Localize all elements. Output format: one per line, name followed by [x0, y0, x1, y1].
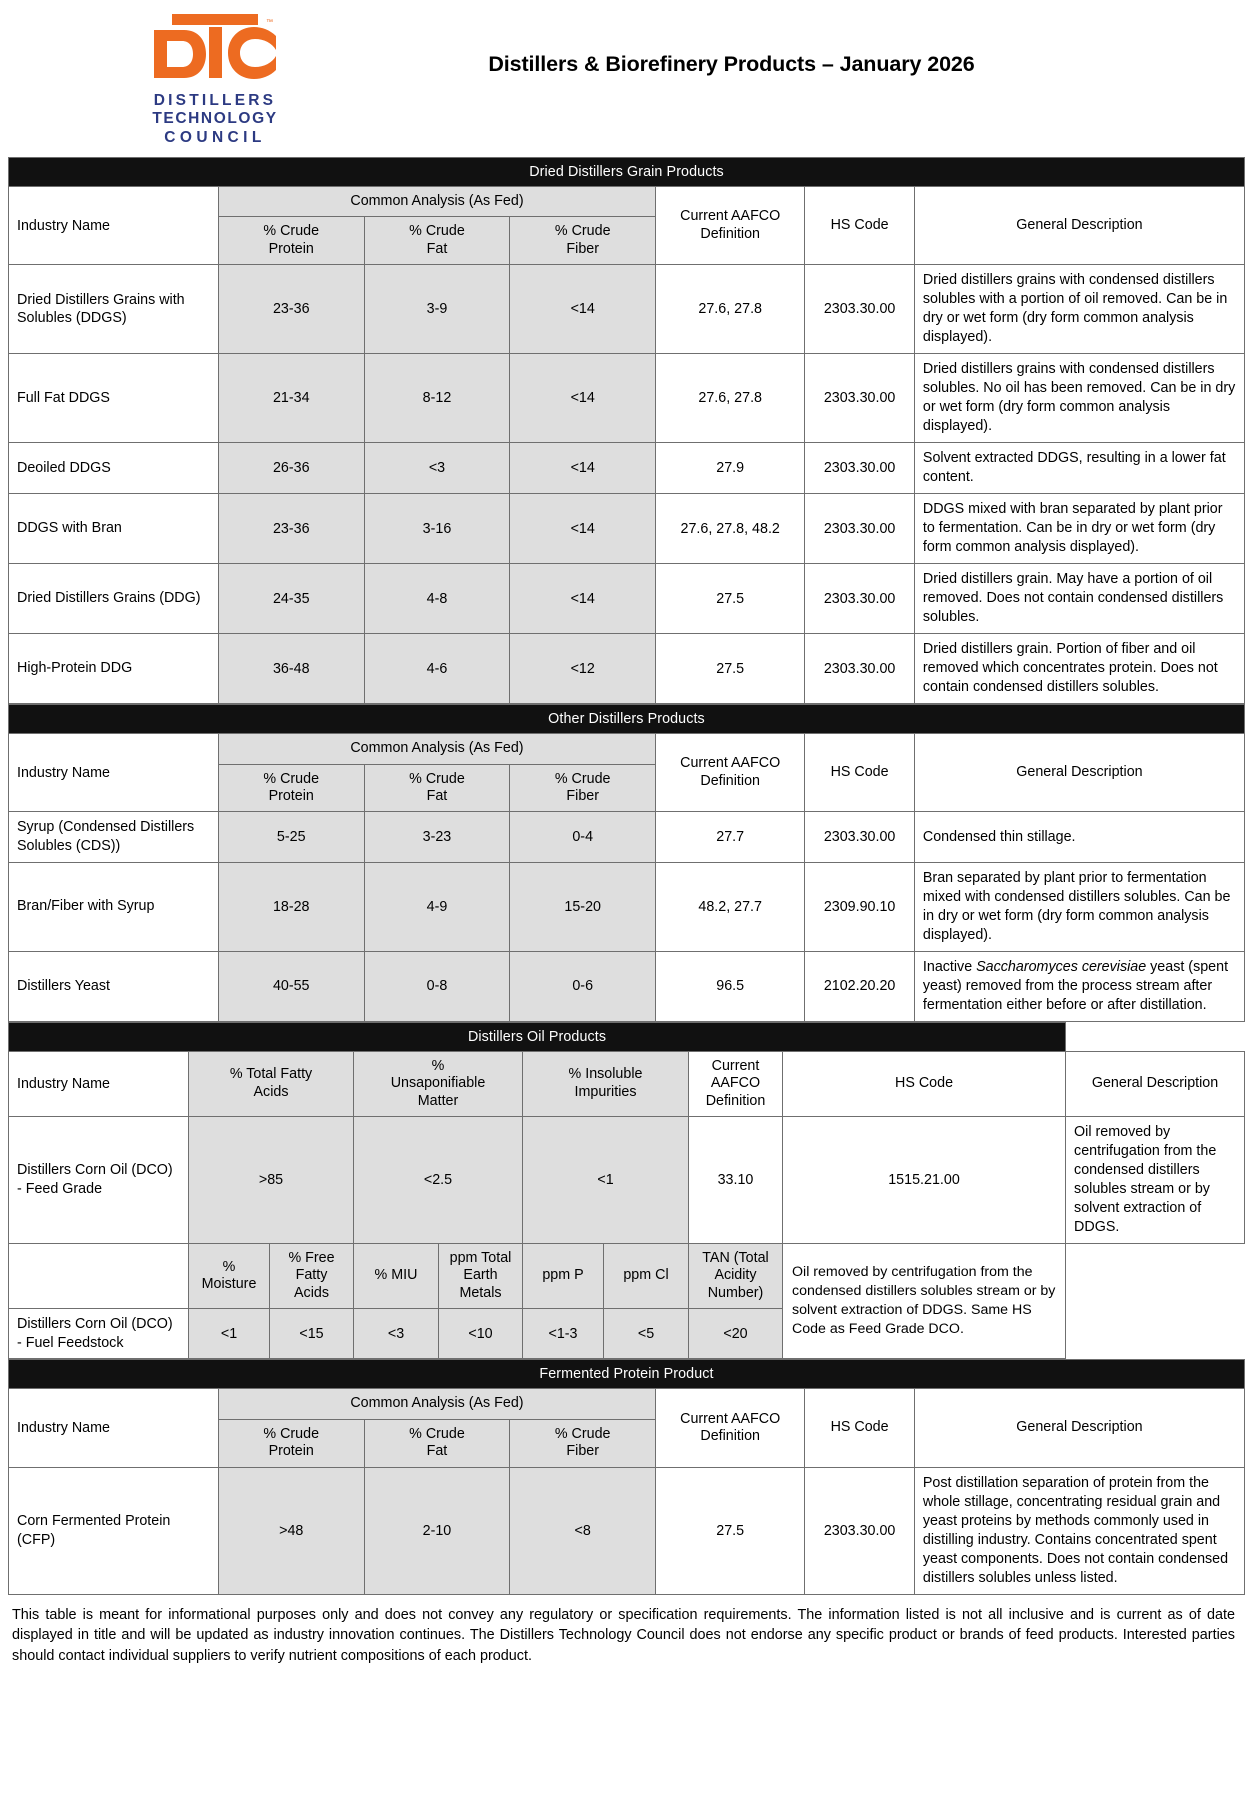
- value-hs-code: 2303.30.00: [805, 1467, 915, 1594]
- section-band-row: [9, 1022, 1245, 1051]
- dtc-logo: [100, 14, 330, 147]
- other-distillers-products-table: [8, 704, 1245, 1021]
- header-industry-name: Industry Name: [9, 734, 219, 812]
- oil-header-row: [9, 1051, 1245, 1116]
- section-band-label: Distillers Oil Products: [9, 1022, 1066, 1051]
- value-hs-code: 2309.90.10: [805, 862, 915, 951]
- header-tan: [689, 1243, 783, 1308]
- header-earth-line2: Earth: [463, 1267, 498, 1284]
- header-insol-line1: % Insoluble: [568, 1066, 643, 1083]
- header-unsap-line3: Matter: [417, 1092, 459, 1109]
- header-crude-protein: [218, 217, 364, 265]
- value-description: Oil removed by centrifugation from the condensed distillers solubles stream or by solvent extraction of DDGS.: [1066, 1116, 1245, 1243]
- product-name: Distillers Yeast: [9, 951, 219, 1021]
- product-name: High-Protein DDG: [9, 634, 219, 704]
- header-aafco-line1: Current AAFCO: [680, 755, 781, 772]
- header-moisture-line2: Moisture: [201, 1276, 257, 1293]
- document-header: [0, 0, 1253, 157]
- header-earth-line3: Metals: [459, 1284, 502, 1301]
- logo-line-distillers: DISTILLERS: [153, 92, 277, 109]
- value-crude-protein: 23-36: [218, 494, 364, 564]
- header-crude-protein: [218, 1419, 364, 1467]
- header-tfa-line2: Acids: [253, 1083, 289, 1100]
- header-crude-fiber-line2: Fiber: [566, 1443, 599, 1460]
- header-crude-fiber: [510, 1419, 656, 1467]
- dtc-logo-wordmark: [152, 92, 277, 147]
- header-tan-line2: Acidity: [714, 1267, 757, 1284]
- product-name: Bran/Fiber with Syrup: [9, 862, 219, 951]
- desc-italic-species: Saccharomyces cerevisiae: [976, 958, 1147, 975]
- value-aafco: 27.9: [656, 443, 805, 494]
- value-tan: <20: [689, 1309, 783, 1359]
- header-earth-line1: ppm Total: [449, 1249, 512, 1266]
- value-crude-fat: 3-23: [364, 812, 510, 862]
- table-row: [9, 265, 1245, 354]
- value-description-yeast: [914, 951, 1244, 1021]
- header-row-top: [9, 1389, 1245, 1419]
- value-crude-fat: 4-9: [364, 862, 510, 951]
- header-crude-fat: [364, 1419, 510, 1467]
- header-general-description: General Description: [914, 1389, 1244, 1467]
- header-ppm-p: ppm P: [523, 1243, 604, 1308]
- header-crude-protein: [218, 764, 364, 812]
- header-crude-fiber-line1: % Crude: [554, 1425, 611, 1442]
- header-crude-protein-line2: Protein: [268, 240, 314, 257]
- header-crude-fat-line1: % Crude: [409, 770, 465, 787]
- value-crude-fat: 0-8: [364, 951, 510, 1021]
- value-crude-fiber: <12: [510, 634, 656, 704]
- header-hs-code: HS Code: [805, 734, 915, 812]
- value-hs-code: 2303.30.00: [805, 634, 915, 704]
- header-tfa-line1: % Total Fatty: [229, 1066, 313, 1083]
- value-crude-protein: 23-36: [218, 265, 364, 354]
- table-row: [9, 1116, 1245, 1243]
- value-description: Dried distillers grain. Portion of fiber and oil removed which concentrates protein. Does not contain condensed distillers solubles.: [914, 634, 1244, 704]
- header-aafco-line1: Current AAFCO: [680, 208, 781, 225]
- value-hs-code: 2303.30.00: [805, 564, 915, 634]
- value-crude-fiber: <14: [510, 564, 656, 634]
- dtc-logo-mark-icon: [154, 14, 276, 90]
- value-miu: <3: [354, 1309, 439, 1359]
- value-insoluble-impurities: <1: [523, 1116, 689, 1243]
- header-tan-line3: Number): [707, 1284, 764, 1301]
- header-general-description: General Description: [1066, 1051, 1245, 1116]
- header-industry-name: Industry Name: [9, 1389, 219, 1467]
- header-aafco-line2: Definition: [705, 1092, 766, 1109]
- header-row-top: [9, 734, 1245, 764]
- table-row: [9, 951, 1245, 1021]
- value-crude-protein: 5-25: [218, 812, 364, 862]
- value-crude-protein: 26-36: [218, 443, 364, 494]
- header-moisture: [189, 1243, 270, 1308]
- value-crude-protein: 24-35: [218, 564, 364, 634]
- value-aafco: 33.10: [689, 1116, 783, 1243]
- header-crude-fat-line2: Fat: [426, 240, 448, 257]
- header-free-fatty-acids: [270, 1243, 354, 1308]
- section-band-row: [9, 705, 1245, 734]
- header-aafco: [656, 1389, 805, 1467]
- logo-line-technology: TECHNOLOGY: [152, 110, 278, 128]
- value-crude-fiber: <14: [510, 265, 656, 354]
- value-crude-fat: 8-12: [364, 354, 510, 443]
- header-row-top: [9, 186, 1245, 216]
- value-moisture: <1: [189, 1309, 270, 1359]
- value-crude-protein: 36-48: [218, 634, 364, 704]
- value-total-fatty-acids: >85: [189, 1116, 354, 1243]
- header-aafco-line2: Definition: [700, 225, 760, 242]
- header-crude-fiber: [510, 764, 656, 812]
- header-general-description: General Description: [914, 186, 1244, 264]
- header-crude-fiber-line2: Fiber: [566, 240, 599, 257]
- value-aafco: 27.5: [656, 564, 805, 634]
- header-hs-code: HS Code: [805, 186, 915, 264]
- header-crude-fiber-line1: % Crude: [554, 770, 611, 787]
- value-crude-fiber: <14: [510, 494, 656, 564]
- header-aafco: [656, 186, 805, 264]
- header-crude-protein-line1: % Crude: [263, 223, 320, 240]
- value-crude-fat: 3-16: [364, 494, 510, 564]
- product-name: Dried Distillers Grains (DDG): [9, 564, 219, 634]
- value-description: Oil removed by centrifugation from the condensed distillers solubles stream or by solvent extraction of DDGS. Same HS Code as Feed Grade DCO.: [783, 1243, 1066, 1358]
- empty-corner-cell: [9, 1243, 189, 1308]
- value-crude-fiber: 0-4: [510, 812, 656, 862]
- header-crude-fiber: [510, 217, 656, 265]
- table-row: [9, 1467, 1245, 1594]
- desc-pre: Inactive: [922, 958, 977, 975]
- product-name: Distillers Corn Oil (DCO) - Feed Grade: [9, 1116, 189, 1243]
- section-band-label: Dried Distillers Grain Products: [9, 157, 1245, 186]
- value-description: DDGS mixed with bran separated by plant prior to fermentation. Can be in dry or wet form (dry form common analysis displayed).: [914, 494, 1244, 564]
- section-band-row: [9, 157, 1245, 186]
- header-ffa-line3: Acids: [294, 1284, 329, 1301]
- header-industry-name: Industry Name: [9, 1051, 189, 1116]
- value-crude-fat: <3: [364, 443, 510, 494]
- section-band-row: [9, 1360, 1245, 1389]
- value-crude-protein: 18-28: [218, 862, 364, 951]
- header-aafco-line1: Current AAFCO: [710, 1057, 761, 1092]
- header-ffa-line1: % Free: [288, 1249, 335, 1266]
- value-description: Dried distillers grains with condensed distillers solubles with a portion of oil removed. Can be in dry or wet form (dry form common analysis displayed).: [914, 265, 1244, 354]
- header-common-analysis: Common Analysis (As Fed): [218, 186, 655, 216]
- value-hs-code: 2303.30.00: [805, 354, 915, 443]
- header-crude-protein-line1: % Crude: [263, 770, 320, 787]
- value-hs-code: 2303.30.00: [805, 812, 915, 862]
- product-name: Deoiled DDGS: [9, 443, 219, 494]
- value-crude-protein: >48: [218, 1467, 364, 1594]
- value-free-fatty-acids: <15: [270, 1309, 354, 1359]
- value-aafco: 27.6, 27.8: [656, 265, 805, 354]
- table-row: [9, 443, 1245, 494]
- fuel-header-row: [9, 1243, 1245, 1308]
- header-tan-line1: TAN (Total: [702, 1249, 769, 1266]
- header-crude-protein-line2: Protein: [268, 788, 314, 805]
- value-aafco: 27.5: [656, 1467, 805, 1594]
- header-crude-protein-line1: % Crude: [263, 1425, 320, 1442]
- value-description: Condensed thin stillage.: [914, 812, 1244, 862]
- header-industry-name: Industry Name: [9, 186, 219, 264]
- header-aafco: [689, 1051, 783, 1116]
- product-name: Dried Distillers Grains with Solubles (DDGS): [9, 265, 219, 354]
- page-title: Distillers & Biorefinery Products – January 2026: [488, 52, 975, 76]
- value-description: Dried distillers grain. May have a portion of oil removed. Does not contain condensed distillers solubles.: [914, 564, 1244, 634]
- product-name: Corn Fermented Protein (CFP): [9, 1467, 219, 1594]
- table-row: [9, 862, 1245, 951]
- value-aafco: 27.6, 27.8: [656, 354, 805, 443]
- value-description: Post distillation separation of protein from the whole stillage, concentrating residual grain and yeast proteins by methods commonly used in distilling industry. Contains concentrated spent yeast components. Does not contain condensed distillers solubles unless listed.: [914, 1467, 1244, 1594]
- header-crude-fat: [364, 217, 510, 265]
- table-row: [9, 812, 1245, 862]
- value-description: Solvent extracted DDGS, resulting in a lower fat content.: [914, 443, 1244, 494]
- header-crude-fat: [364, 764, 510, 812]
- header-moisture-line1: %: [222, 1258, 236, 1275]
- product-name: Distillers Corn Oil (DCO) - Fuel Feedstock: [9, 1309, 189, 1359]
- logo-line-council: COUNCIL: [164, 128, 266, 146]
- header-crude-fiber-line2: Fiber: [566, 788, 599, 805]
- value-crude-fat: 4-6: [364, 634, 510, 704]
- value-hs-code: 2303.30.00: [805, 265, 915, 354]
- value-crude-fiber: <14: [510, 354, 656, 443]
- table-row: [9, 354, 1245, 443]
- header-total-fatty-acids: [189, 1051, 354, 1116]
- fermented-protein-product-table: [8, 1359, 1245, 1594]
- value-ppm-p: <1-3: [523, 1309, 604, 1359]
- value-hs-code: 2303.30.00: [805, 494, 915, 564]
- header-aafco-line1: Current AAFCO: [680, 1410, 781, 1427]
- header-crude-fat-line1: % Crude: [409, 1425, 465, 1442]
- value-aafco: 96.5: [656, 951, 805, 1021]
- disclaimer-note: This table is meant for informational purposes only and does not convey any regulatory or specification requirements. The information listed is not all inclusive and is current as of date displayed in title and will be updated as industry innovation continues. The Distillers Technology Council does not endorse any specific product or brands of feed products. Interested parties should contact individual suppliers to verify nutrient compositions of each product.: [12, 1606, 1235, 1664]
- header-hs-code: HS Code: [783, 1051, 1066, 1116]
- value-aafco: 27.7: [656, 812, 805, 862]
- table-row: [9, 494, 1245, 564]
- value-crude-protein: 21-34: [218, 354, 364, 443]
- value-description: Dried distillers grains with condensed distillers solubles. No oil has been removed. Can be in dry or wet form (dry form common analysis displayed).: [914, 354, 1244, 443]
- header-miu: % MIU: [354, 1243, 439, 1308]
- header-unsaponifiable-matter: [354, 1051, 523, 1116]
- header-crude-fat-line2: Fat: [426, 1443, 448, 1460]
- value-aafco: 27.5: [656, 634, 805, 704]
- header-hs-code: HS Code: [805, 1389, 915, 1467]
- value-hs-code: 2102.20.20: [805, 951, 915, 1021]
- value-crude-fat: 2-10: [364, 1467, 510, 1594]
- value-crude-fat: 3-9: [364, 265, 510, 354]
- product-name: Full Fat DDGS: [9, 354, 219, 443]
- header-total-earth-metals: [439, 1243, 523, 1308]
- product-name: DDGS with Bran: [9, 494, 219, 564]
- value-aafco: 48.2, 27.7: [656, 862, 805, 951]
- dried-distillers-grain-table: [8, 157, 1245, 704]
- value-crude-fiber: <14: [510, 443, 656, 494]
- section-band-label: Fermented Protein Product: [9, 1360, 1245, 1389]
- header-ffa-line2: Fatty: [295, 1267, 328, 1284]
- table-row: [9, 564, 1245, 634]
- header-common-analysis: Common Analysis (As Fed): [218, 1389, 655, 1419]
- value-description: Bran separated by plant prior to fermentation mixed with condensed distillers solubles. Can be in dry or wet form (dry form common analysis displayed).: [914, 862, 1244, 951]
- header-crude-fat-line2: Fat: [426, 788, 448, 805]
- value-crude-fat: 4-8: [364, 564, 510, 634]
- value-crude-protein: 40-55: [218, 951, 364, 1021]
- value-crude-fiber: 15-20: [510, 862, 656, 951]
- header-aafco-line2: Definition: [700, 1428, 760, 1445]
- header-general-description: General Description: [914, 734, 1244, 812]
- value-crude-fiber: 0-6: [510, 951, 656, 1021]
- distillers-oil-products-table: [8, 1022, 1245, 1360]
- svg-text:™: ™: [266, 19, 273, 26]
- value-earth-metals: <10: [439, 1309, 523, 1359]
- product-name: Syrup (Condensed Distillers Solubles (CDS)): [9, 812, 219, 862]
- header-crude-protein-line2: Protein: [268, 1443, 314, 1460]
- value-hs-code: 1515.21.00: [783, 1116, 1066, 1243]
- header-unsap-line2: Unsaponifiable: [390, 1075, 486, 1092]
- value-hs-code: 2303.30.00: [805, 443, 915, 494]
- header-crude-fiber-line1: % Crude: [554, 223, 611, 240]
- header-insol-line2: Impurities: [574, 1083, 637, 1100]
- header-crude-fat-line1: % Crude: [409, 223, 465, 240]
- header-ppm-cl: ppm Cl: [604, 1243, 689, 1308]
- desc-post: yeast (spent yeast) removed from the process stream after fermentation either before or after distillation.: [922, 958, 1229, 1013]
- header-aafco-line2: Definition: [700, 772, 760, 789]
- value-aafco: 27.6, 27.8, 48.2: [656, 494, 805, 564]
- header-insoluble-impurities: [523, 1051, 689, 1116]
- value-crude-fiber: <8: [510, 1467, 656, 1594]
- section-band-label: Other Distillers Products: [9, 705, 1245, 734]
- header-common-analysis: Common Analysis (As Fed): [218, 734, 655, 764]
- header-unsap-line1: %: [431, 1057, 445, 1074]
- table-row: [9, 634, 1245, 704]
- value-unsaponifiable: <2.5: [354, 1116, 523, 1243]
- header-aafco: [656, 734, 805, 812]
- value-ppm-cl: <5: [604, 1309, 689, 1359]
